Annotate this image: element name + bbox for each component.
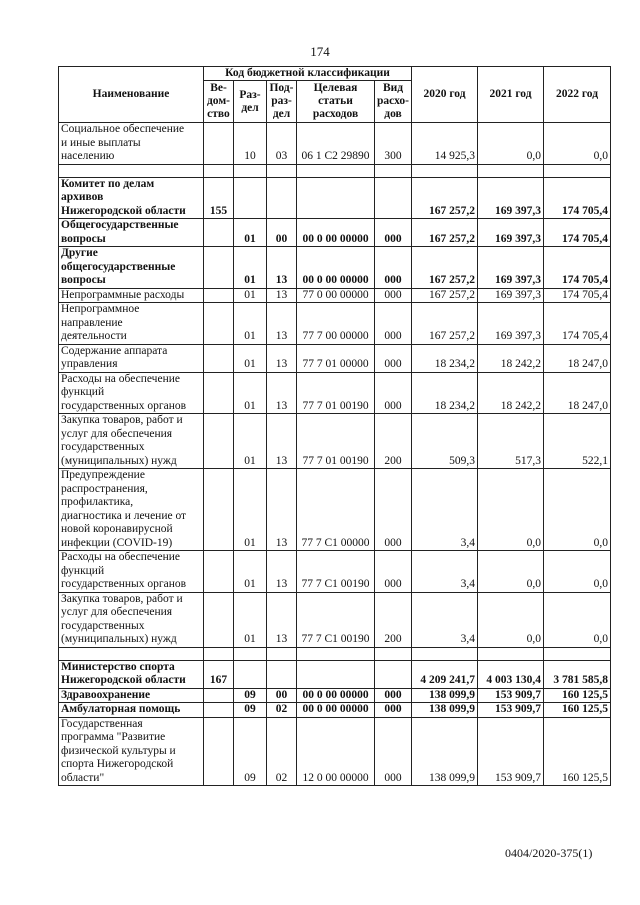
cell-vedomstvo: 155 [204, 177, 234, 219]
cell-expense-type: 000 [375, 344, 412, 372]
cell-year-2021: 4 003 130,4 [478, 660, 544, 688]
cell-expense-type: 200 [375, 592, 412, 647]
cell-expense-type [375, 660, 412, 688]
empty-cell [375, 647, 412, 660]
cell-name: Непрограммное направление деятельности [59, 303, 204, 345]
header-expense-type: Вид расхо- дов [375, 81, 412, 123]
cell-year-2020: 18 234,2 [412, 372, 478, 414]
cell-vedomstvo [204, 344, 234, 372]
cell-podrazdel: 13 [267, 303, 297, 345]
empty-cell [234, 164, 267, 177]
cell-year-2021: 153 909,7 [478, 688, 544, 703]
cell-expense-type [375, 177, 412, 219]
header-podrazdel: Под- раз- дел [267, 81, 297, 123]
cell-target-article: 77 7 С1 00190 [297, 592, 375, 647]
table-row [59, 703, 611, 718]
empty-cell [204, 164, 234, 177]
empty-cell [412, 647, 478, 660]
empty-cell [375, 164, 412, 177]
table-row [59, 219, 611, 247]
cell-year-2022: 0,0 [544, 592, 611, 647]
cell-year-2021: 153 909,7 [478, 703, 544, 718]
spacer-row [59, 164, 611, 177]
cell-year-2021: 0,0 [478, 592, 544, 647]
cell-name: Непрограммные расходы [59, 288, 204, 303]
cell-name: Амбулаторная помощь [59, 703, 204, 718]
cell-target-article: 77 7 01 00190 [297, 372, 375, 414]
cell-podrazdel: 03 [267, 123, 297, 165]
cell-razdel: 10 [234, 123, 267, 165]
cell-podrazdel [267, 177, 297, 219]
cell-year-2021: 169 397,3 [478, 247, 544, 289]
cell-year-2021: 18 242,2 [478, 344, 544, 372]
cell-year-2022: 160 125,5 [544, 703, 611, 718]
cell-razdel: 01 [234, 372, 267, 414]
cell-expense-type: 000 [375, 469, 412, 551]
table-row [59, 469, 611, 551]
cell-name: Предупреждение распространения, профилактика, диагностика и лечение от новой коронавирусной инфекции (COVID-19) [59, 469, 204, 551]
cell-expense-type: 000 [375, 247, 412, 289]
cell-podrazdel: 13 [267, 551, 297, 593]
cell-year-2022: 3 781 585,8 [544, 660, 611, 688]
cell-target-article: 77 7 С1 00000 [297, 469, 375, 551]
cell-razdel: 01 [234, 219, 267, 247]
empty-cell [478, 647, 544, 660]
cell-target-article [297, 660, 375, 688]
table-row [59, 551, 611, 593]
cell-razdel: 01 [234, 288, 267, 303]
cell-name: Государственная программа "Развитие физической культуры и спорта Нижегородской области" [59, 717, 204, 786]
cell-year-2022: 174 705,4 [544, 177, 611, 219]
empty-cell [267, 164, 297, 177]
cell-expense-type: 000 [375, 551, 412, 593]
cell-vedomstvo [204, 703, 234, 718]
table-row [59, 688, 611, 703]
cell-target-article: 00 0 00 00000 [297, 247, 375, 289]
cell-vedomstvo [204, 372, 234, 414]
cell-year-2021: 517,3 [478, 414, 544, 469]
cell-year-2022: 18 247,0 [544, 344, 611, 372]
table-row [59, 288, 611, 303]
table-row [59, 123, 611, 165]
cell-razdel [234, 660, 267, 688]
cell-podrazdel: 13 [267, 414, 297, 469]
cell-razdel: 01 [234, 247, 267, 289]
budget-table [58, 66, 611, 786]
cell-year-2022: 18 247,0 [544, 372, 611, 414]
cell-vedomstvo [204, 123, 234, 165]
cell-name: Расходы на обеспечение функций государственных органов [59, 551, 204, 593]
empty-cell [544, 164, 611, 177]
cell-name: Содержание аппарата управления [59, 344, 204, 372]
empty-cell [478, 164, 544, 177]
cell-podrazdel: 13 [267, 247, 297, 289]
cell-razdel: 01 [234, 592, 267, 647]
cell-year-2020: 3,4 [412, 592, 478, 647]
cell-target-article: 12 0 00 00000 [297, 717, 375, 786]
cell-podrazdel: 13 [267, 344, 297, 372]
cell-year-2022: 0,0 [544, 551, 611, 593]
cell-vedomstvo [204, 592, 234, 647]
header-vedomstvo: Ве- дом- ство [204, 81, 234, 123]
page-number: 174 [310, 44, 330, 59]
cell-name: Министерство спорта Нижегородской области [59, 660, 204, 688]
cell-year-2020: 509,3 [412, 414, 478, 469]
cell-year-2022: 0,0 [544, 123, 611, 165]
cell-year-2022: 174 705,4 [544, 247, 611, 289]
cell-target-article: 00 0 00 00000 [297, 703, 375, 718]
cell-razdel: 01 [234, 551, 267, 593]
cell-vedomstvo [204, 469, 234, 551]
table-row [59, 717, 611, 786]
cell-year-2020: 138 099,9 [412, 703, 478, 718]
cell-razdel: 01 [234, 303, 267, 345]
cell-year-2020: 167 257,2 [412, 177, 478, 219]
cell-podrazdel: 00 [267, 688, 297, 703]
cell-year-2021: 169 397,3 [478, 219, 544, 247]
header-target-article: Целевая статьи расходов [297, 81, 375, 123]
cell-razdel: 01 [234, 414, 267, 469]
table-row [59, 660, 611, 688]
cell-year-2021: 169 397,3 [478, 288, 544, 303]
cell-year-2021: 0,0 [478, 123, 544, 165]
header-year-2022: 2022 год [544, 67, 611, 123]
cell-vedomstvo [204, 688, 234, 703]
cell-year-2021: 169 397,3 [478, 303, 544, 345]
cell-razdel: 09 [234, 703, 267, 718]
cell-razdel: 09 [234, 717, 267, 786]
cell-year-2022: 160 125,5 [544, 717, 611, 786]
header-year-2020: 2020 год [412, 67, 478, 123]
cell-year-2020: 3,4 [412, 551, 478, 593]
cell-target-article: 77 7 01 00190 [297, 414, 375, 469]
cell-target-article: 00 0 00 00000 [297, 688, 375, 703]
cell-target-article: 77 7 00 00000 [297, 303, 375, 345]
cell-year-2020: 167 257,2 [412, 247, 478, 289]
cell-year-2022: 0,0 [544, 469, 611, 551]
cell-year-2020: 3,4 [412, 469, 478, 551]
cell-expense-type: 000 [375, 219, 412, 247]
table-row [59, 177, 611, 219]
cell-name: Закупка товаров, работ и услуг для обеспечения государственных (муниципальных) нужд [59, 414, 204, 469]
header-classification-group: Код бюджетной классификации [204, 67, 412, 81]
cell-podrazdel [267, 660, 297, 688]
cell-podrazdel: 13 [267, 372, 297, 414]
table-row [59, 247, 611, 289]
cell-name: Расходы на обеспечение функций государственных органов [59, 372, 204, 414]
cell-target-article: 77 7 01 00000 [297, 344, 375, 372]
empty-cell [544, 647, 611, 660]
cell-year-2021: 169 397,3 [478, 177, 544, 219]
cell-podrazdel: 13 [267, 288, 297, 303]
empty-cell [234, 647, 267, 660]
empty-cell [297, 647, 375, 660]
table-row [59, 372, 611, 414]
table-row [59, 344, 611, 372]
cell-name: Здравоохранение [59, 688, 204, 703]
cell-podrazdel: 13 [267, 469, 297, 551]
cell-podrazdel: 00 [267, 219, 297, 247]
cell-year-2022: 522,1 [544, 414, 611, 469]
cell-name: Комитет по делам архивов Нижегородской области [59, 177, 204, 219]
cell-year-2020: 4 209 241,7 [412, 660, 478, 688]
cell-expense-type: 000 [375, 288, 412, 303]
cell-razdel: 01 [234, 344, 267, 372]
cell-year-2020: 167 257,2 [412, 219, 478, 247]
cell-year-2022: 174 705,4 [544, 288, 611, 303]
cell-year-2020: 138 099,9 [412, 717, 478, 786]
header-razdel: Раз- дел [234, 81, 267, 123]
cell-year-2020: 167 257,2 [412, 303, 478, 345]
cell-year-2021: 0,0 [478, 469, 544, 551]
cell-target-article: 77 7 С1 00190 [297, 551, 375, 593]
empty-cell [59, 164, 204, 177]
cell-vedomstvo [204, 303, 234, 345]
cell-year-2021: 153 909,7 [478, 717, 544, 786]
cell-vedomstvo [204, 717, 234, 786]
cell-vedomstvo [204, 247, 234, 289]
cell-target-article: 00 0 00 00000 [297, 219, 375, 247]
cell-year-2020: 138 099,9 [412, 688, 478, 703]
cell-target-article: 77 0 00 00000 [297, 288, 375, 303]
cell-razdel: 09 [234, 688, 267, 703]
cell-expense-type: 300 [375, 123, 412, 165]
cell-vedomstvo [204, 288, 234, 303]
cell-podrazdel: 02 [267, 703, 297, 718]
header-name: Наименование [59, 67, 204, 123]
cell-expense-type: 000 [375, 303, 412, 345]
table-row [59, 303, 611, 345]
empty-cell [59, 647, 204, 660]
cell-razdel [234, 177, 267, 219]
cell-year-2020: 167 257,2 [412, 288, 478, 303]
table-body [59, 123, 611, 786]
empty-cell [267, 647, 297, 660]
cell-vedomstvo [204, 414, 234, 469]
spacer-row [59, 647, 611, 660]
cell-expense-type: 000 [375, 688, 412, 703]
cell-vedomstvo: 167 [204, 660, 234, 688]
cell-year-2021: 0,0 [478, 551, 544, 593]
cell-year-2020: 18 234,2 [412, 344, 478, 372]
empty-cell [204, 647, 234, 660]
cell-vedomstvo [204, 551, 234, 593]
cell-expense-type: 000 [375, 717, 412, 786]
cell-vedomstvo [204, 219, 234, 247]
cell-expense-type: 000 [375, 703, 412, 718]
table-row [59, 414, 611, 469]
cell-year-2022: 174 705,4 [544, 303, 611, 345]
cell-expense-type: 000 [375, 372, 412, 414]
table-row [59, 592, 611, 647]
cell-year-2022: 160 125,5 [544, 688, 611, 703]
header-year-2021: 2021 год [478, 67, 544, 123]
cell-name: Другие общегосударственные вопросы [59, 247, 204, 289]
cell-year-2020: 14 925,3 [412, 123, 478, 165]
cell-target-article [297, 177, 375, 219]
cell-expense-type: 200 [375, 414, 412, 469]
cell-name: Общегосударственные вопросы [59, 219, 204, 247]
empty-cell [297, 164, 375, 177]
cell-target-article: 06 1 С2 29890 [297, 123, 375, 165]
empty-cell [412, 164, 478, 177]
cell-razdel: 01 [234, 469, 267, 551]
document-code: 0404/2020-375(1) [505, 846, 593, 860]
cell-name: Социальное обеспечение и иные выплаты населению [59, 123, 204, 165]
cell-name: Закупка товаров, работ и услуг для обеспечения государственных (муниципальных) нужд [59, 592, 204, 647]
cell-podrazdel: 13 [267, 592, 297, 647]
cell-year-2021: 18 242,2 [478, 372, 544, 414]
cell-year-2022: 174 705,4 [544, 219, 611, 247]
cell-podrazdel: 02 [267, 717, 297, 786]
